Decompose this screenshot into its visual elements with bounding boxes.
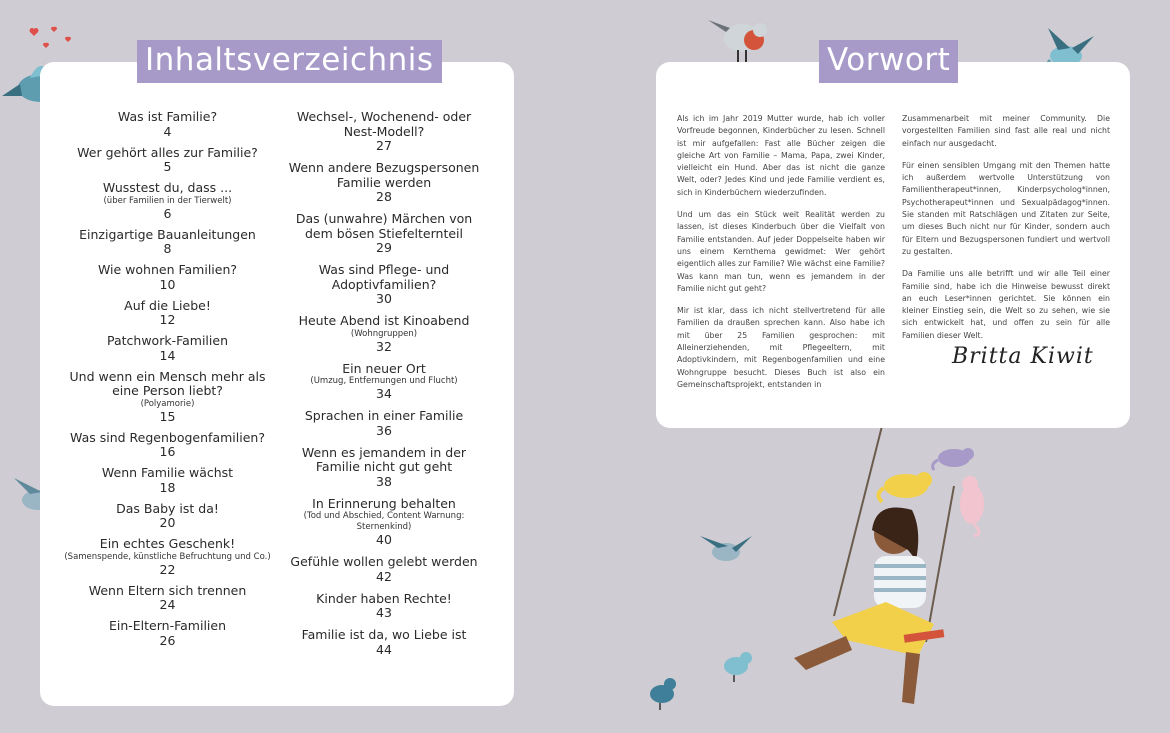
toc-entry-subtitle: (Samenspende, künstliche Befruchtung und Co.) [64,551,271,562]
toc-entry-page-number: 42 [376,568,392,584]
toc-entry-page-number: 20 [159,515,176,530]
toc-column-right [284,110,484,657]
preface-paragraph: Mir ist klar, dass ich nicht stellvertretend für alle Familien da draußen sprechen kann. Also habe ich mit über 25 Familien gesprochen: mit Alleinerziehenden, mit Pflegeeltern, mit Adoptivkindern, mit Regenbogenfamilien und eine Wohngruppe besucht. Dieses Buch ist also ein Gemeinschaftsprojekt, entstanden in [677,306,885,389]
toc-entry-title: Heute Abend ist Kinoabend [298,313,470,328]
toc-entry[interactable] [284,592,484,621]
toc-entry-title: Und wenn ein Mensch mehr als eine Person liebt? [69,368,266,398]
toc-entry[interactable] [284,212,484,255]
toc-entry-page-number: 4 [163,123,172,139]
toc-entry-page-number: 36 [376,422,392,438]
toc-entry-page-number: 28 [376,189,392,204]
toc-entry[interactable] [284,161,484,204]
hearts-icon [24,24,84,60]
toc-entry-subtitle: (Umzug, Entfernungen und Flucht) [310,376,458,386]
toc-entry[interactable] [60,228,275,257]
toc-entry-page-number: 22 [159,561,176,577]
toc-entry-title: Wenn Eltern sich trennen [88,582,247,598]
toc-entry[interactable] [60,110,275,139]
toc-entry-title: Kinder haben Rechte! [316,590,452,606]
toc-entry[interactable] [284,446,484,489]
toc-entry-title: Wenn es jemandem in der Familie nicht gut geht [301,444,467,474]
preface-paragraph: Zusammenarbeit mit meiner Community. Die vorgestellten Familien sind fast alle real und nicht einfach nur ausgedacht. [902,114,1110,148]
preface-column-left [677,113,885,401]
bird-icon [640,672,682,712]
toc-entry-title: Familie ist da, wo Liebe ist [301,627,467,642]
toc-entry-subtitle: (Tod und Abschied, Content Warnung: Sternenkind) [303,511,465,532]
toc-entry-title: Patchwork-Familien [106,333,228,348]
toc-entry[interactable] [284,314,484,354]
preface-heading: Vorwort [819,40,958,83]
toc-entry[interactable] [60,299,275,328]
toc-entry-title: Das Baby ist da! [116,500,219,516]
toc-entry[interactable] [60,263,275,292]
toc-entry-page-number: 8 [163,241,172,256]
toc-entry[interactable] [284,409,484,438]
toc-entry-title: Gefühle wollen gelebt werden [290,554,478,569]
toc-entry-title: Ein echtes Geschenk! [99,536,236,551]
toc-entry-subtitle: (über Familien in der Tierwelt) [103,195,232,206]
toc-entry-page-number: 10 [159,276,176,292]
toc-entry-page-number: 6 [163,205,172,221]
toc-entry-page-number: 26 [159,632,176,648]
toc-entry-page-number: 38 [376,473,392,489]
toc-entry-title: Wusstest du, dass ... [102,180,233,195]
toc-entry[interactable] [60,181,275,221]
toc-entry-page-number: 27 [376,138,392,153]
toc-entry[interactable] [284,263,484,306]
toc-entry-title: Was ist Familie? [117,109,218,124]
toc-entry-page-number: 24 [159,597,176,612]
toc-entry[interactable] [60,431,275,460]
preface-paragraph: Da Familie uns alle betrifft und wir alle Teil einer Familie sind, habe ich die Hinweise bewusst direkt an euch Leser*innen gerichtet. Sie können ein kleiner Einstieg sein, die Welt so zu sehen, wie sie sich entwickelt hat, und offen zu sein für alle Familien dieser Welt. [902,269,1110,340]
toc-entry-page-number: 44 [376,641,392,657]
toc-entry-title: Wechsel-, Wochenend- oder Nest-Modell? [296,109,472,139]
toc-entry[interactable] [284,362,484,402]
toc-entry[interactable] [60,619,275,648]
toc-entry-title: Das (unwahre) Märchen von dem bösen Stiefelternteil [295,211,473,241]
toc-entry-title: Was sind Pflege- und Adoptivfamilien? [318,262,450,292]
robin-bird-icon [706,8,778,68]
toc-entry[interactable] [60,334,275,363]
toc-entry[interactable] [284,110,484,153]
toc-entry-page-number: 34 [376,386,392,401]
toc-entry-page-number: 12 [159,312,176,327]
toc-entry[interactable] [60,537,275,577]
toc-entry[interactable] [284,555,484,584]
toc-entry-page-number: 15 [159,408,176,424]
preface-column-right [902,113,1110,352]
toc-entry-title: Wenn andere Bezugspersonen Familie werden [288,160,480,190]
toc-entry-title: Einzigartige Bauanleitungen [79,226,256,242]
toc-entry-page-number: 29 [376,240,392,255]
preface-paragraph: Und um das ein Stück weit Realität werden zu lassen, ist dieses Kinderbuch über die Vielfalt von Familie entstanden. Auf jeder Doppelseite haben wir uns einem Kernthema gewidmet: Wer gehört eigentlich alles zur Familie? Wie wächst eine Familie? Was kann man tun, wenn es jemandem in der Familie nicht gut geht? [677,210,885,293]
toc-entry[interactable] [60,466,275,495]
toc-entry-subtitle: (Wohngruppen) [350,328,418,339]
toc-entry-page-number: 16 [159,444,176,459]
bird-icon [696,530,756,572]
toc-entry-page-number: 43 [376,605,392,620]
toc-entry-title: Wenn Familie wächst [101,465,234,480]
toc-entry-title: Was sind Regenbogenfamilien? [70,429,265,445]
toc-column-left [60,110,275,648]
toc-entry-page-number: 18 [159,479,176,495]
toc-entry[interactable] [60,502,275,531]
bird-icon [716,646,758,684]
preface-paragraph: Als ich im Jahr 2019 Mutter wurde, hab ich voller Vorfreude begonnen, Kinderbücher zu lesen. Schnell ist mir aufgefallen: Fast alle Bücher zeigen die gleiche Art von Familie – Mama, Papa, zwei Kinder, vielleicht ein Hund. Aber das ist nicht die ganze Welt, oder? Jedes Kind und jede Familie verdient es, sich in Kinderbüchern wiederzufinden. [677,114,885,197]
toc-entry-title: Sprachen in einer Familie [304,408,464,423]
toc-entry-page-number: 5 [163,159,172,174]
preface-paragraph: Für einen sensiblen Umgang mit den Themen hatte ich außerdem wertvolle Unterstützung von Familientherapeut*innen, Kinderpsycholog*innen, Psychotherapeut*innen und Sexualpädagog*innen. Sie standen mit Ratschlägen und Zitaten zur Seite, um dieses Buch nicht nur für Kinder, sondern auch für Eltern und Bezugspersonen fundiert und wertvoll zu gestalten. [902,160,1110,256]
toc-entry[interactable] [284,628,484,657]
toc-entry-page-number: 40 [376,532,392,547]
toc-entry-page-number: 32 [376,338,392,354]
toc-entry-title: Wie wohnen Familien? [97,262,238,277]
toc-entry[interactable] [60,370,275,424]
toc-entry[interactable] [284,497,484,548]
toc-entry-title: In Erinnerung behalten [312,495,456,511]
toc-entry-subtitle: (Polyamorie) [140,398,195,409]
toc-entry[interactable] [60,584,275,613]
girl-on-swing-illustration [786,426,956,712]
toc-entry-title: Auf die Liebe! [124,297,211,313]
toc-entry-title: Ein neuer Ort [342,360,426,376]
author-signature: Britta Kiwit [952,344,1094,369]
toc-entry-title: Wer gehört alles zur Familie? [77,144,258,160]
toc-entry[interactable] [60,146,275,175]
toc-heading: Inhaltsverzeichnis [137,40,442,83]
toc-entry-title: Ein-Eltern-Familien [108,618,227,633]
toc-entry-page-number: 14 [159,347,176,363]
toc-entry-page-number: 30 [376,291,392,306]
